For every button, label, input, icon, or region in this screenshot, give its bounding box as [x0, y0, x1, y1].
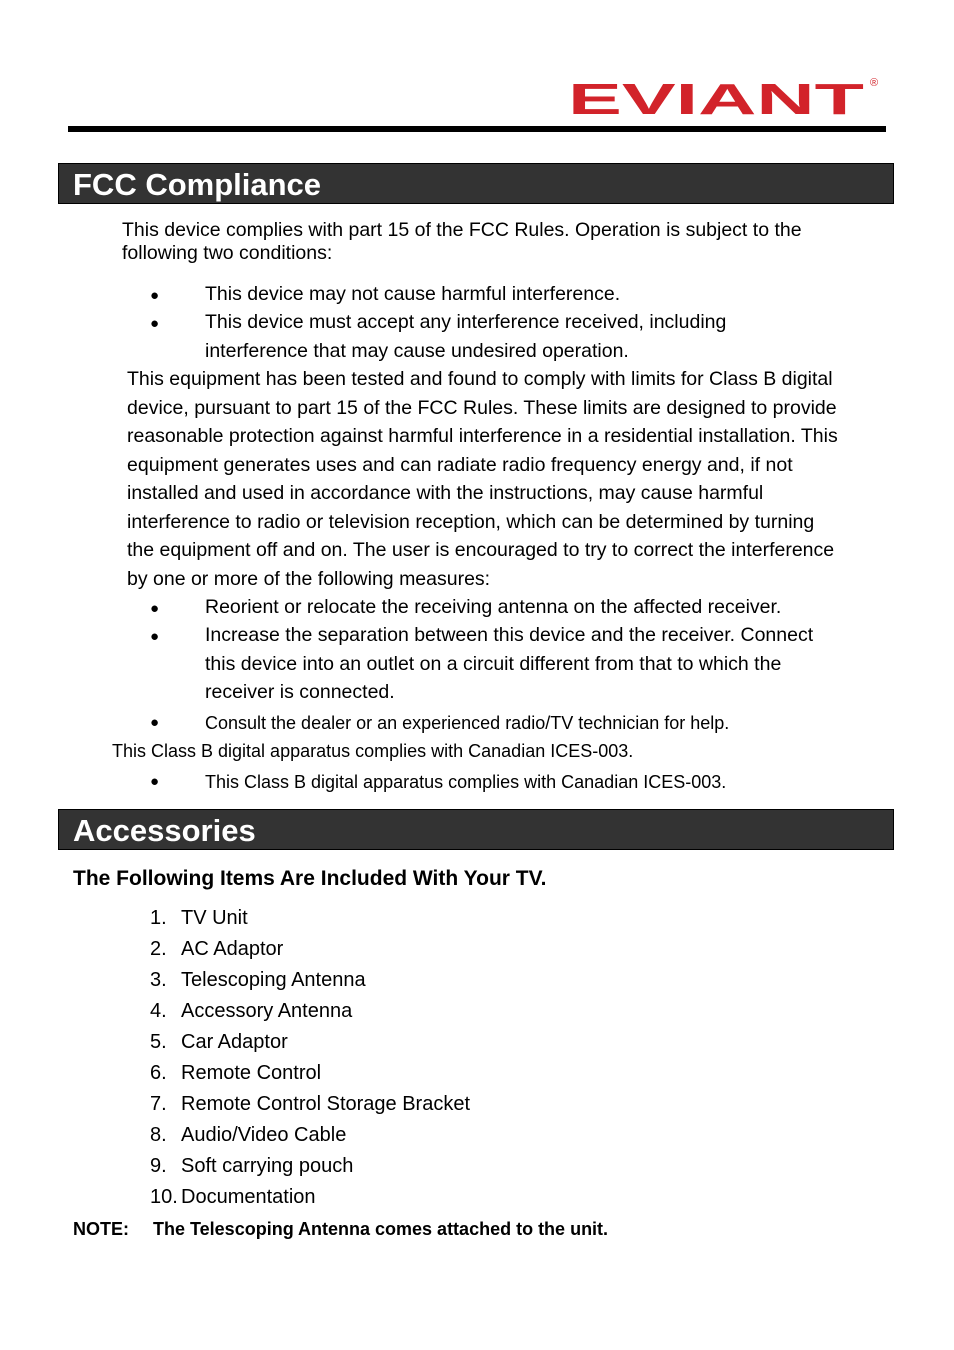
- list-item: Accessory Antenna: [181, 1000, 353, 1022]
- accessories-section-header: [58, 809, 894, 850]
- list-item-number: 7.: [150, 1093, 167, 1115]
- fcc-intro-line: following two conditions:: [122, 242, 333, 264]
- measure-line: Increase the separation between this device and the receiver. Connect: [205, 624, 814, 646]
- body-line: by one or more of the following measures:: [127, 567, 491, 590]
- bullet-icon: ●: [150, 773, 160, 790]
- bullet-icon: ●: [150, 714, 160, 731]
- condition-item: [205, 308, 865, 365]
- bullet-icon: ●: [150, 287, 160, 304]
- body-line: reasonable protection against harmful interference in a residential installation. This: [127, 425, 838, 447]
- list-item: Remote Control Storage Bracket: [181, 1093, 471, 1115]
- list-item-number: 10.: [150, 1186, 178, 1208]
- body-line: This equipment has been tested and found to comply with limits for Class B digital: [127, 368, 833, 390]
- bullet-icon: ●: [150, 600, 160, 617]
- bullet-icon: ●: [150, 628, 160, 645]
- canada-statement: This Class B digital apparatus complies with Canadian ICES-003.: [112, 741, 634, 761]
- list-item-number: 4.: [150, 1000, 167, 1022]
- list-item: Soft carrying pouch: [181, 1155, 354, 1177]
- canada-bullet: This Class B digital apparatus complies with Canadian ICES-003.: [205, 772, 727, 792]
- list-item: Documentation: [181, 1186, 316, 1208]
- accessories-subheading: The Following Items Are Included With Your TV.: [73, 867, 547, 890]
- fcc-section-header: [58, 163, 894, 204]
- list-item-number: 5.: [150, 1031, 167, 1053]
- bullet-icon: ●: [150, 315, 160, 332]
- condition-line: interference that may cause undesired operation.: [205, 339, 629, 362]
- brand-logo: [568, 72, 888, 120]
- list-item: Audio/Video Cable: [181, 1124, 347, 1146]
- note-text: The Telescoping Antenna comes attached to the unit.: [153, 1219, 609, 1239]
- measure-line: Reorient or relocate the receiving antenna on the affected receiver.: [205, 596, 782, 618]
- measure-line: this device into an outlet on a circuit different from that to which the: [205, 652, 782, 675]
- condition-item: [205, 280, 865, 309]
- list-item-number: 8.: [150, 1124, 167, 1146]
- measure-line: receiver is connected.: [205, 681, 395, 703]
- accessories-section-title: Accessories: [73, 813, 256, 848]
- fcc-intro-line: This device complies with part 15 of the FCC Rules. Operation is subject to the: [122, 219, 802, 241]
- header-rule: [68, 126, 886, 132]
- list-item-number: 3.: [150, 969, 167, 991]
- measure-item: [205, 593, 865, 622]
- condition-line: This device may not cause harmful interference.: [205, 283, 621, 305]
- list-item-number: 2.: [150, 938, 167, 960]
- condition-line: This device must accept any interference received, including: [205, 311, 727, 333]
- note-label: NOTE:: [73, 1219, 129, 1239]
- list-item: TV Unit: [181, 907, 248, 929]
- body-line: interference to radio or television reception, which can be determined by turning: [127, 510, 815, 533]
- measure-item: [205, 709, 865, 738]
- registered-mark: ®: [870, 77, 879, 89]
- list-item: Telescoping Antenna: [181, 969, 366, 991]
- body-line: the equipment off and on. The user is encouraged to try to correct the interference: [127, 539, 835, 561]
- list-item-number: 9.: [150, 1155, 167, 1177]
- list-item-number: 1.: [150, 907, 167, 929]
- list-item: Remote Control: [181, 1062, 322, 1084]
- list-item-number: 6.: [150, 1062, 167, 1084]
- body-line: device, pursuant to part 15 of the FCC Rules. These limits are designed to provide: [127, 396, 837, 419]
- fcc-intro: [122, 219, 802, 265]
- measure-item: [205, 621, 865, 707]
- list-item: AC Adaptor: [181, 938, 284, 960]
- brand-logo-text: EVIANT: [568, 75, 865, 120]
- measure-line: Consult the dealer or an experienced radio/TV technician for help.: [205, 713, 730, 733]
- body-line: equipment generates uses and can radiate radio frequency energy and, if not: [127, 453, 793, 476]
- body-line: installed and used in accordance with the instructions, may cause harmful: [127, 482, 764, 504]
- fcc-section-title: FCC Compliance: [73, 167, 322, 202]
- list-item: Car Adaptor: [181, 1031, 288, 1053]
- fcc-body-paragraph: [127, 365, 838, 593]
